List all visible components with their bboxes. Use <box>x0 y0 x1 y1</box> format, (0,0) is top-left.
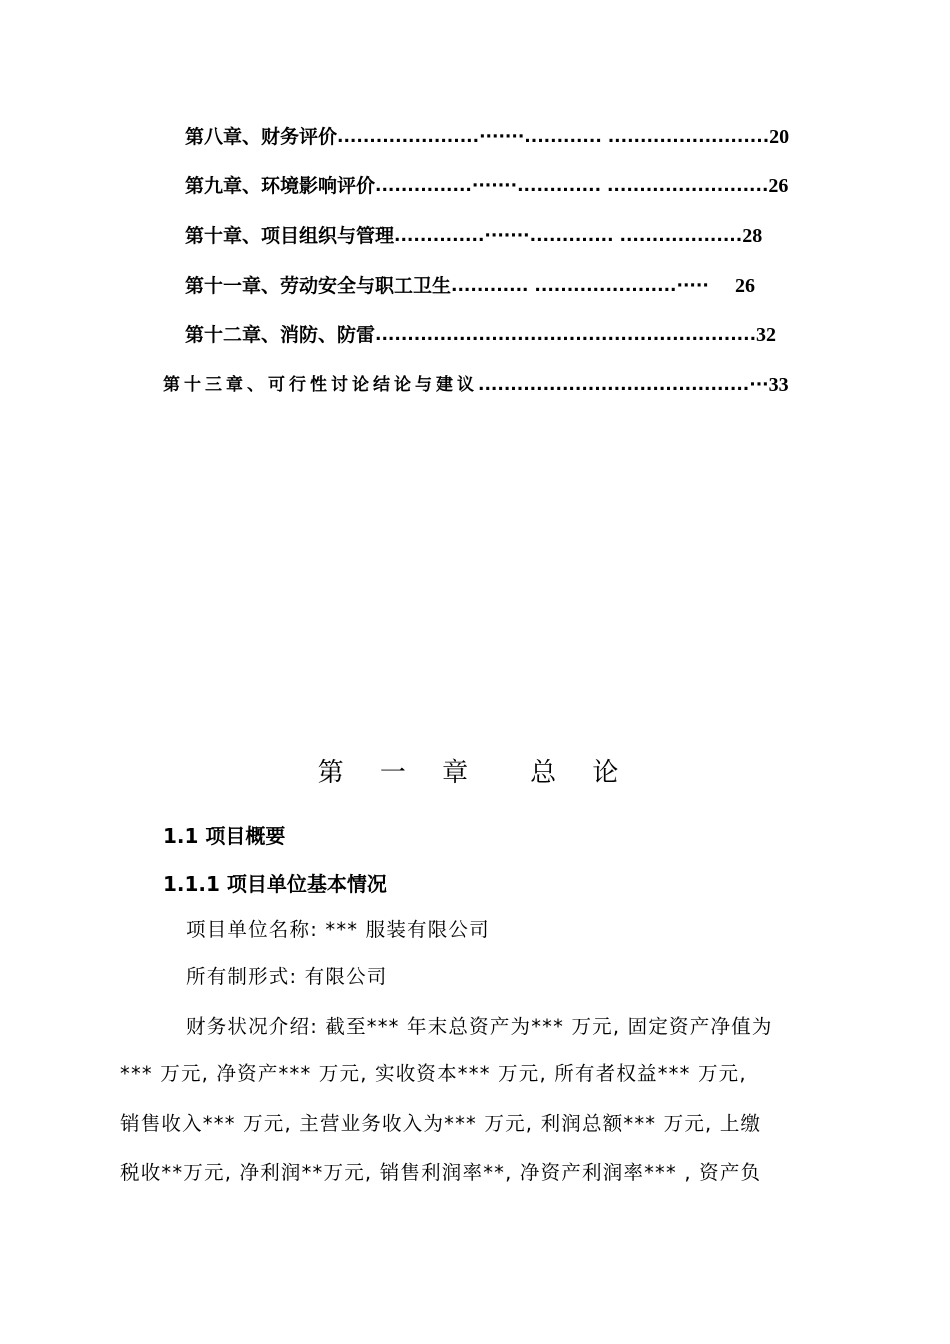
toc-entry-chapter-10[interactable] <box>185 221 763 251</box>
toc-leader-dots: ..........................................··· <box>478 375 769 395</box>
section-heading-1-1-1: 1.1.1 项目单位基本情况 <box>163 872 387 896</box>
toc-entry-label: 第十章、项目组织与管理 <box>185 225 395 247</box>
body-line-finance-4: 税收**万元, 净利润**万元, 销售利润率**, 净资产利润率*** , 资产负 <box>120 1161 762 1184</box>
toc-page-number: 20 <box>769 126 790 148</box>
body-line-finance-3: 销售收入*** 万元, 主营业务收入为*** 万元, 利润总额*** 万元, 上缴 <box>120 1112 762 1135</box>
toc-leader-dots: ..............·······............. ................... <box>394 226 743 246</box>
toc-entry-chapter-9[interactable] <box>185 171 789 201</box>
toc-leader-dots: ......................·······............ ......................... <box>337 127 770 147</box>
toc-leader-dots: ...............·······............. ......................... <box>375 176 769 196</box>
toc-leader-dots: ........................................................... <box>375 325 757 345</box>
toc-entry-chapter-11[interactable] <box>185 271 755 301</box>
toc-entry-label: 第九章、环境影响评价 <box>185 175 376 197</box>
section-heading-1-1: 1.1 项目概要 <box>163 824 286 848</box>
chapter-heading <box>0 752 950 789</box>
toc-page-number: 26 <box>768 175 789 197</box>
toc-leader-dots: ............ ......................····· <box>451 276 709 296</box>
toc-entry-chapter-8[interactable] <box>185 122 790 152</box>
toc-page-number: 32 <box>756 324 777 346</box>
chapter-number: 第 一 章 <box>317 758 483 788</box>
toc-entry-label: 第十一章、劳动安全与职工卫生 <box>185 275 452 297</box>
toc-entry-label: 第十三章、可行性讨论结论与建议 <box>163 375 478 395</box>
toc-entry-label: 第八章、财务评价 <box>185 126 338 148</box>
body-line-unit-name: 项目单位名称: *** 服装有限公司 <box>186 918 490 941</box>
body-line-finance-1: 财务状况介绍: 截至*** 年末总资产为*** 万元, 固定资产净值为 <box>186 1015 773 1038</box>
body-line-ownership: 所有制形式: 有限公司 <box>186 965 388 988</box>
body-line-finance-2: *** 万元, 净资产*** 万元, 实收资本*** 万元, 所有者权益*** 万元, <box>120 1062 747 1085</box>
toc-entry-label: 第十二章、消防、防雷 <box>185 324 376 346</box>
toc-page-number: 28 <box>742 225 763 247</box>
toc-entry-chapter-12[interactable] <box>185 320 777 350</box>
toc-page-number: 33 <box>768 374 789 396</box>
toc-page-number: 26 <box>735 275 755 297</box>
toc-entry-chapter-13[interactable] <box>163 370 789 400</box>
chapter-name: 总 论 <box>530 758 633 788</box>
